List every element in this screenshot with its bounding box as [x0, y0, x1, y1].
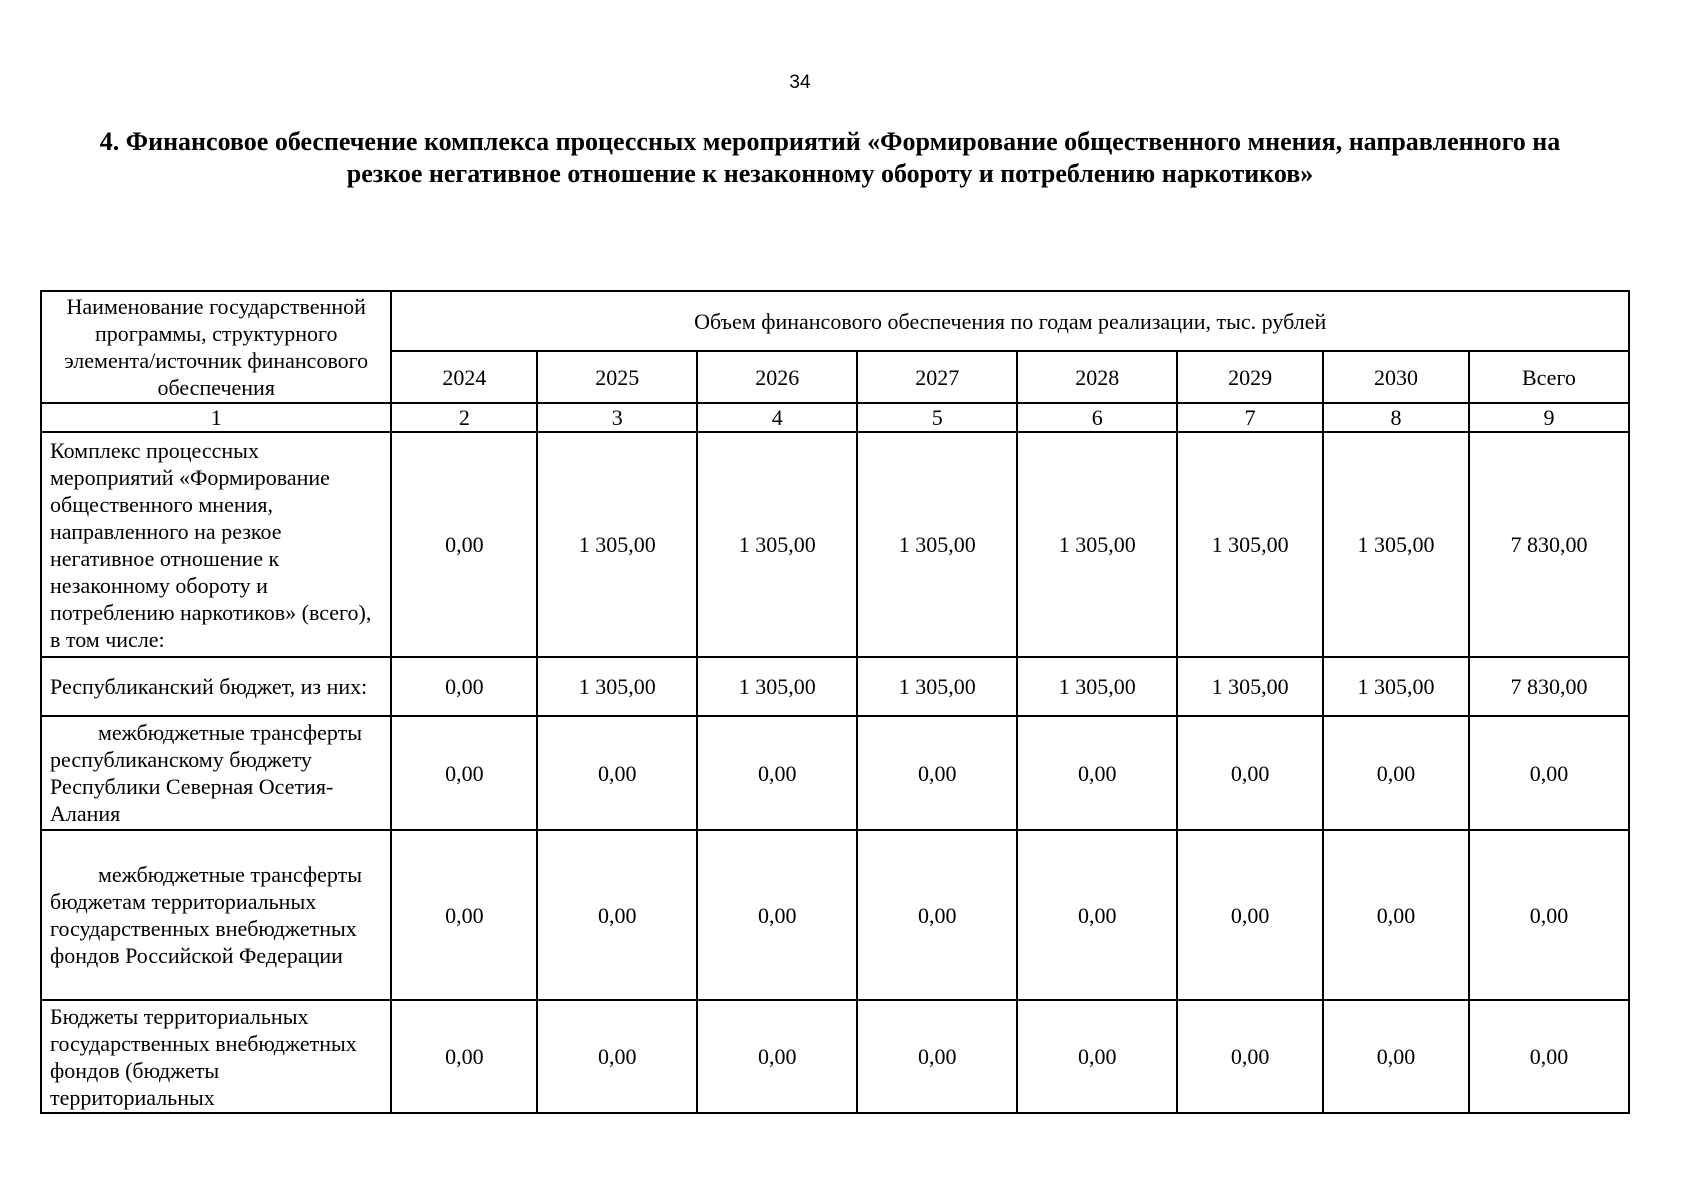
- header-year-cell: 2026: [697, 351, 857, 403]
- header-year-cell: 2030: [1323, 351, 1469, 403]
- value-cell: 0,00: [1017, 716, 1177, 830]
- value-cell: 0,00: [857, 1000, 1017, 1113]
- header-volume-cell: Объем финансового обеспечения по годам реализации, тыс. рублей: [391, 291, 1629, 351]
- table-row-transfers-republican: [41, 716, 1629, 830]
- value-cell: 0,00: [1469, 830, 1629, 1000]
- value-cell: 0,00: [857, 830, 1017, 1000]
- value-cell: 0,00: [1177, 830, 1323, 1000]
- header-year-cell: 2027: [857, 351, 1017, 403]
- column-number-cell: 9: [1469, 403, 1629, 432]
- table-row-republican-budget: [41, 657, 1629, 716]
- value-cell: 0,00: [391, 716, 537, 830]
- value-cell: 0,00: [391, 1000, 537, 1113]
- value-cell: 1 305,00: [1323, 432, 1469, 657]
- header-name-cell: Наименование государственной программы, структурного элемента/источник финансового обеспечения: [41, 291, 391, 403]
- column-number-cell: 1: [41, 403, 391, 432]
- value-cell: 1 305,00: [1177, 432, 1323, 657]
- value-cell: 0,00: [537, 716, 697, 830]
- row-name-cell: Комплекс процессных мероприятий «Формирование общественного мнения, направленного на резкое негативное отношение к незаконному обороту и потреблению наркотиков» (всего), в том числе:: [41, 432, 391, 657]
- value-cell: 0,00: [1469, 1000, 1629, 1113]
- value-cell: 0,00: [1469, 716, 1629, 830]
- section-title: [30, 126, 1630, 190]
- header-year-cell: 2024: [391, 351, 537, 403]
- value-cell: 7 830,00: [1469, 432, 1629, 657]
- value-cell: 0,00: [1177, 1000, 1323, 1113]
- row-name-cell: межбюджетные трансферты республиканскому бюджету Республики Северная Осетия-Алания: [41, 716, 391, 830]
- column-number-cell: 8: [1323, 403, 1469, 432]
- row-name-cell: Бюджеты территориальных государственных внебюджетных фондов (бюджеты территориальных: [41, 1000, 391, 1113]
- value-cell: 0,00: [1323, 830, 1469, 1000]
- header-year-cell: 2028: [1017, 351, 1177, 403]
- value-cell: 1 305,00: [697, 657, 857, 716]
- page-number: 34: [789, 72, 811, 93]
- column-number-cell: 4: [697, 403, 857, 432]
- value-cell: 7 830,00: [1469, 657, 1629, 716]
- column-number-cell: 6: [1017, 403, 1177, 432]
- value-cell: 1 305,00: [1017, 657, 1177, 716]
- value-cell: 0,00: [697, 1000, 857, 1113]
- value-cell: 0,00: [391, 657, 537, 716]
- value-cell: 1 305,00: [537, 657, 697, 716]
- value-cell: 0,00: [1323, 1000, 1469, 1113]
- value-cell: 0,00: [391, 432, 537, 657]
- value-cell: 1 305,00: [1017, 432, 1177, 657]
- value-cell: 0,00: [391, 830, 537, 1000]
- row-name-cell: Республиканский бюджет, из них:: [41, 657, 391, 716]
- column-number-cell: 7: [1177, 403, 1323, 432]
- value-cell: 0,00: [1323, 716, 1469, 830]
- column-number-row: [41, 403, 1629, 432]
- section-title-line-1: 4. Финансовое обеспечение комплекса процессных мероприятий «Формирование общественного мнения, направленного на: [99, 127, 1561, 156]
- table-row-territorial-funds: [41, 1000, 1629, 1113]
- row-name-cell: межбюджетные трансферты бюджетам территориальных государственных внебюджетных фондов Российской Федерации: [41, 830, 391, 1000]
- value-cell: 0,00: [697, 830, 857, 1000]
- header-year-cell: 2029: [1177, 351, 1323, 403]
- table-row-transfers-funds: [41, 830, 1629, 1000]
- section-title-line-2: резкое негативное отношение к незаконному обороту и потреблению наркотиков»: [346, 159, 1314, 188]
- value-cell: 1 305,00: [697, 432, 857, 657]
- value-cell: 0,00: [1017, 830, 1177, 1000]
- value-cell: 1 305,00: [857, 657, 1017, 716]
- value-cell: 0,00: [537, 830, 697, 1000]
- column-number-cell: 5: [857, 403, 1017, 432]
- value-cell: 1 305,00: [1323, 657, 1469, 716]
- value-cell: 0,00: [857, 716, 1017, 830]
- value-cell: 1 305,00: [537, 432, 697, 657]
- value-cell: 0,00: [1177, 716, 1323, 830]
- header-year-cell: 2025: [537, 351, 697, 403]
- financing-table: [40, 290, 1630, 1114]
- value-cell: 0,00: [537, 1000, 697, 1113]
- table-row-complex-total: [41, 432, 1629, 657]
- value-cell: 0,00: [1017, 1000, 1177, 1113]
- value-cell: 1 305,00: [1177, 657, 1323, 716]
- column-number-cell: 3: [537, 403, 697, 432]
- value-cell: 0,00: [697, 716, 857, 830]
- header-total-cell: Всего: [1469, 351, 1629, 403]
- column-number-cell: 2: [391, 403, 537, 432]
- value-cell: 1 305,00: [857, 432, 1017, 657]
